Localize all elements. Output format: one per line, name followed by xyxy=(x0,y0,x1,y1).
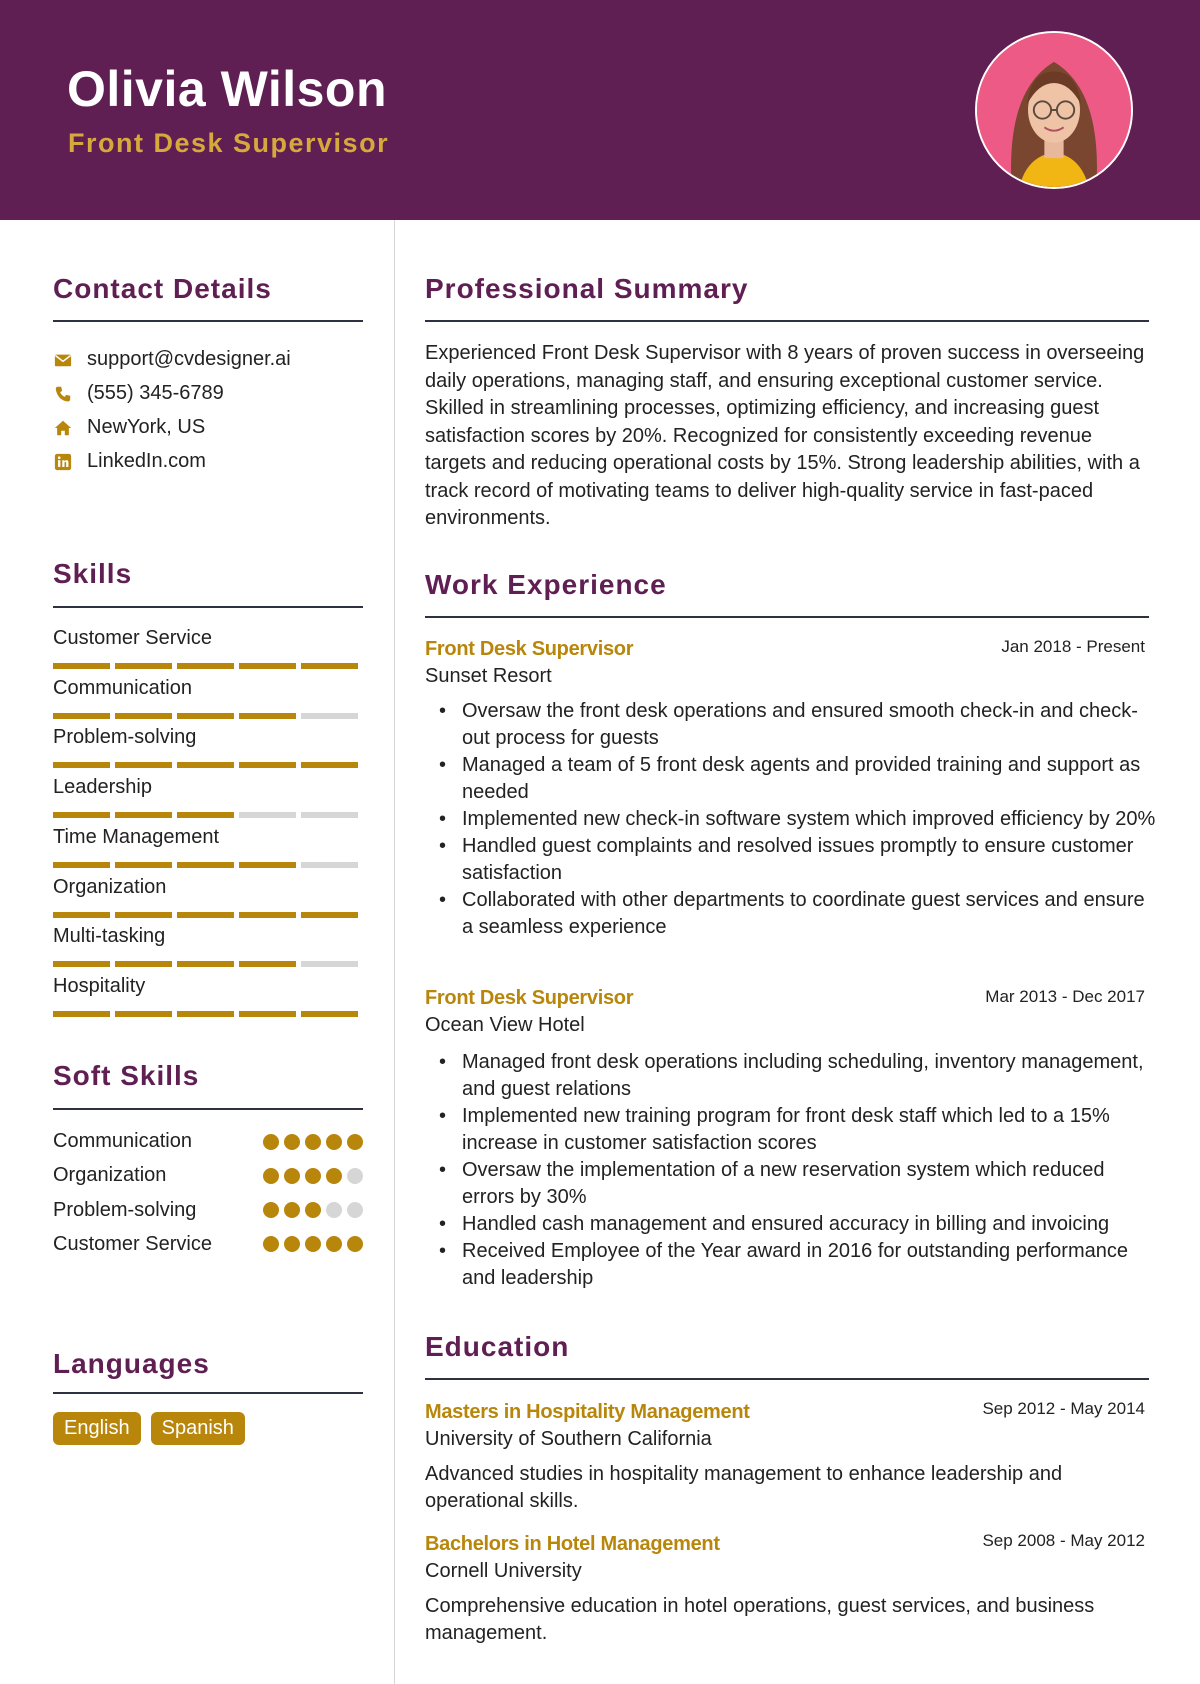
skill-item xyxy=(53,975,363,1017)
soft-skill-item xyxy=(53,1199,363,1222)
contact-phone[interactable] xyxy=(53,382,224,405)
contact-heading: Contact Details xyxy=(53,273,272,304)
soft-skill-name: Organization xyxy=(53,1164,167,1187)
skill-level-segment xyxy=(239,961,296,967)
soft-skill-name: Customer Service xyxy=(53,1232,212,1255)
languages-rule xyxy=(53,1392,363,1394)
soft-skill-name: Communication xyxy=(53,1130,192,1152)
home-icon xyxy=(53,418,73,438)
rating-dot xyxy=(326,1168,342,1184)
skill-name: Hospitality xyxy=(53,974,146,997)
education-school: University of Southern California xyxy=(425,1428,712,1450)
rating-dot xyxy=(326,1236,342,1252)
education-degree: Masters in Hospitality Management xyxy=(425,1401,750,1423)
profile-photo-icon xyxy=(977,33,1131,187)
skill-name: Problem-solving xyxy=(53,726,197,749)
soft-skills-rule xyxy=(53,1108,363,1110)
skill-level-segment xyxy=(53,713,110,719)
rating-dot xyxy=(263,1202,279,1218)
skill-level-segment xyxy=(301,862,358,868)
soft-skill-item xyxy=(53,1233,363,1256)
skill-level-segment xyxy=(239,862,296,868)
job-bullet: • Managed a team of 5 front desk agents and provided training and support as needed xyxy=(425,752,1160,806)
rating-dot xyxy=(305,1168,321,1184)
skill-name: Multi-tasking xyxy=(53,925,166,948)
education-degree: Bachelors in Hotel Management xyxy=(425,1533,720,1555)
skills-heading: Skills xyxy=(53,558,133,589)
skill-level-segment xyxy=(177,1011,234,1017)
rating-dot xyxy=(305,1134,321,1150)
skill-level-segment xyxy=(177,812,234,818)
skill-item xyxy=(53,826,363,868)
job-company: Sunset Resort xyxy=(425,665,552,687)
job-date: Jan 2018 - Present xyxy=(1001,637,1145,656)
envelope-icon xyxy=(53,350,73,370)
education-rule xyxy=(425,1378,1149,1380)
skill-name: Communication xyxy=(53,676,192,699)
skill-level-bar xyxy=(53,961,363,967)
skill-level-segment xyxy=(239,663,296,669)
contact-linkedin[interactable] xyxy=(53,450,206,473)
contact-location xyxy=(53,416,205,439)
rating-dot xyxy=(326,1202,342,1218)
rating-dot xyxy=(347,1202,363,1218)
skill-level-segment xyxy=(239,1011,296,1017)
skill-level-bar xyxy=(53,912,363,918)
skill-item xyxy=(53,876,363,918)
rating-dot xyxy=(284,1168,300,1184)
soft-skill-name: Problem-solving xyxy=(53,1198,197,1221)
languages-list xyxy=(53,1412,245,1445)
job-bullet: • Received Employee of the Year award in 2016 for outstanding performance and leadership xyxy=(425,1238,1160,1292)
rating-dot xyxy=(347,1168,363,1184)
skill-level-segment xyxy=(115,912,172,918)
skill-level-segment xyxy=(115,663,172,669)
skill-name: Customer Service xyxy=(53,627,212,649)
rating-dot xyxy=(263,1168,279,1184)
resume-header xyxy=(0,0,1200,220)
education-school: Cornell University xyxy=(425,1560,582,1582)
contact-location-text: NewYork, US xyxy=(87,416,206,438)
skill-level-segment xyxy=(239,812,296,818)
skill-item xyxy=(53,627,363,669)
contact-email-text: support@cvdesigner.ai xyxy=(87,348,291,370)
education-description: Advanced studies in hospitality management to enhance leadership and operational skills. xyxy=(425,1463,1063,1512)
skill-level-segment xyxy=(177,961,234,967)
skill-level-segment xyxy=(53,961,110,967)
languages-heading: Languages xyxy=(53,1348,210,1379)
skill-name: Leadership xyxy=(53,776,152,799)
job-bullet: • Managed front desk operations including scheduling, inventory management, and guest relations xyxy=(425,1049,1160,1103)
skill-level-segment xyxy=(239,912,296,918)
skill-level-segment xyxy=(239,762,296,768)
education-heading: Education xyxy=(425,1331,570,1362)
rating-dot xyxy=(305,1202,321,1218)
skill-item xyxy=(53,726,363,768)
contact-phone-text: (555) 345-6789 xyxy=(87,382,224,404)
skill-item xyxy=(53,776,363,818)
job-bullet: • Handled guest complaints and resolved issues promptly to ensure customer satisfaction xyxy=(425,833,1160,887)
skill-level-segment xyxy=(301,961,358,967)
skill-level-segment xyxy=(115,961,172,967)
soft-skill-item xyxy=(53,1130,363,1153)
profile-photo xyxy=(975,31,1133,189)
soft-skills-heading: Soft Skills xyxy=(53,1060,200,1091)
experience-heading: Work Experience xyxy=(425,569,667,600)
skill-level-segment xyxy=(115,812,172,818)
skills-rule xyxy=(53,606,363,608)
skill-level-segment xyxy=(301,663,358,669)
job-company: Ocean View Hotel xyxy=(425,1014,585,1036)
job-bullet: • Implemented new training program for front desk staff which led to a 15% increase in customer satisfaction scores xyxy=(425,1103,1160,1157)
skill-level-bar xyxy=(53,762,363,768)
rating-dot xyxy=(284,1202,300,1218)
candidate-title: Front Desk Supervisor xyxy=(68,128,390,158)
language-badge: English xyxy=(53,1412,141,1445)
skill-level-bar xyxy=(53,812,363,818)
skill-name: Time Management xyxy=(53,825,219,848)
skill-level-segment xyxy=(115,762,172,768)
job-bullet: • Collaborated with other departments to coordinate guest services and ensure a seamless experience xyxy=(425,887,1160,941)
skill-level-segment xyxy=(301,1011,358,1017)
job-bullet: • Handled cash management and ensured accuracy in billing and invoicing xyxy=(425,1211,1160,1238)
skill-name: Organization xyxy=(53,875,167,898)
skill-level-segment xyxy=(301,713,358,719)
skill-item xyxy=(53,677,363,719)
language-badge: Spanish xyxy=(151,1412,245,1445)
skill-level-segment xyxy=(53,762,110,768)
job-title: Front Desk Supervisor xyxy=(425,987,634,1009)
education-date: Sep 2012 - May 2014 xyxy=(982,1399,1145,1418)
rating-dot xyxy=(347,1236,363,1252)
job-bullets xyxy=(425,698,1160,941)
skill-level-segment xyxy=(177,912,234,918)
contact-linkedin-text: LinkedIn.com xyxy=(87,450,206,472)
summary-heading: Professional Summary xyxy=(425,273,749,304)
soft-skill-rating xyxy=(263,1236,363,1252)
skill-level-segment xyxy=(115,1011,172,1017)
rating-dot xyxy=(305,1236,321,1252)
skill-level-segment xyxy=(301,912,358,918)
skill-level-segment xyxy=(177,762,234,768)
column-divider xyxy=(394,220,395,1684)
experience-rule xyxy=(425,616,1149,618)
job-bullet: • Oversaw the front desk operations and ensured smooth check-in and check-out process for guests xyxy=(425,698,1160,752)
rating-dot xyxy=(263,1134,279,1150)
rating-dot xyxy=(263,1236,279,1252)
job-date: Mar 2013 - Dec 2017 xyxy=(985,987,1145,1006)
skill-level-segment xyxy=(301,812,358,818)
contact-email[interactable] xyxy=(53,348,291,371)
skill-level-segment xyxy=(177,862,234,868)
job-bullet: • Implemented new check-in software system which improved efficiency by 20% xyxy=(425,806,1160,833)
skill-level-segment xyxy=(53,862,110,868)
skill-level-bar xyxy=(53,713,363,719)
rating-dot xyxy=(347,1134,363,1150)
job-title: Front Desk Supervisor xyxy=(425,638,634,660)
phone-icon xyxy=(53,384,73,404)
skill-level-segment xyxy=(115,862,172,868)
contact-rule xyxy=(53,320,363,322)
education-description: Comprehensive education in hotel operations, guest services, and business management. xyxy=(425,1595,1095,1644)
summary-text: Experienced Front Desk Supervisor with 8 years of proven success in overseeing daily operations, managing staff, and ensuring exceptional customer service. Skilled in streamlining processes, optimizing efficiency, and increasing guest satisfaction scores by 20%. Recognized for consistently exceeding revenue targets and reducing operational costs by 15%. Strong leadership abilities, with a track record of motivating teams to deliver high-quality service in fast-paced environments. xyxy=(425,342,1145,529)
skill-level-segment xyxy=(53,912,110,918)
skill-level-segment xyxy=(53,812,110,818)
skill-level-segment xyxy=(177,713,234,719)
skill-level-segment xyxy=(53,663,110,669)
soft-skill-rating xyxy=(263,1134,363,1150)
skill-level-segment xyxy=(53,1011,110,1017)
summary-rule xyxy=(425,320,1149,322)
skill-level-segment xyxy=(239,713,296,719)
skill-item xyxy=(53,925,363,967)
soft-skill-rating xyxy=(263,1202,363,1218)
rating-dot xyxy=(326,1134,342,1150)
education-date: Sep 2008 - May 2012 xyxy=(982,1531,1145,1550)
soft-skill-rating xyxy=(263,1168,363,1184)
rating-dot xyxy=(284,1236,300,1252)
skill-level-segment xyxy=(177,663,234,669)
linkedin-icon xyxy=(53,452,73,472)
soft-skill-item xyxy=(53,1164,363,1187)
rating-dot xyxy=(284,1134,300,1150)
skill-level-bar xyxy=(53,663,363,669)
skill-level-bar xyxy=(53,862,363,868)
skill-level-segment xyxy=(301,762,358,768)
skill-level-segment xyxy=(115,713,172,719)
job-bullet: • Oversaw the implementation of a new reservation system which reduced errors by 30% xyxy=(425,1157,1160,1211)
skill-level-bar xyxy=(53,1011,363,1017)
candidate-name: Olivia Wilson xyxy=(67,61,388,117)
job-bullets xyxy=(425,1049,1160,1292)
